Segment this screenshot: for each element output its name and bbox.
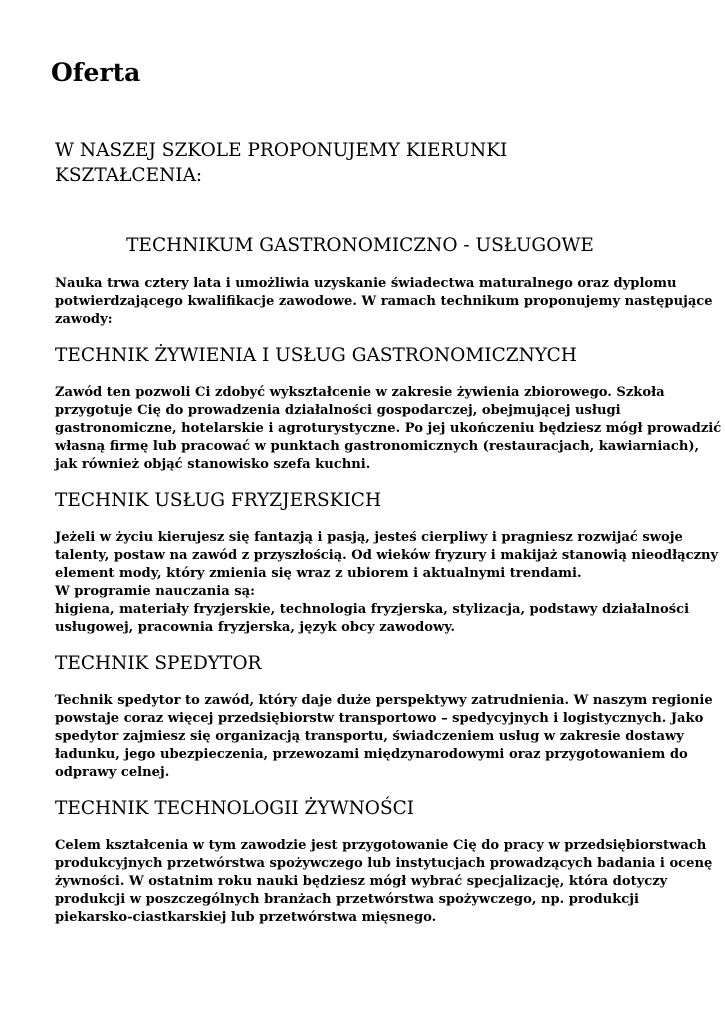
paragraph-line: W programie nauczania są: [55,584,255,599]
section-heading-spedytor: TECHNIK SPEDYTOR [55,653,262,674]
paragraph-line: gastronomiczne, hotelarskie i agroturystyczne. Po jej ukończeniu będziesz mógł prowadzić [55,421,722,436]
paragraph-line: piekarsko-ciastkarskiej lub przetwórstwa mięsnego. [55,910,437,925]
section-paragraph-spedytor [55,692,713,782]
paragraph-line: spedytor zajmiesz się organizacją transportu, świadczeniem usług w zakresie dostawy [55,729,684,744]
section-heading-zywienie: TECHNIK ŻYWIENIA I USŁUG GASTRONOMICZNYCH [55,345,577,366]
section-heading-fryzjer: TECHNIK USŁUG FRYZJERSKICH [55,490,382,511]
section-paragraph-zywienie [55,384,722,474]
paragraph-line: higiena, materiały fryzjerskie, technologia fryzjerska, stylizacja, podstawy działalności [55,602,690,617]
intro-heading-line: KSZTAŁCENIA: [55,165,203,186]
section-paragraph-fryzjer [55,529,719,637]
school-heading: TECHNIKUM GASTRONOMICZNO - USŁUGOWE [126,235,594,256]
paragraph-line: odprawy celnej. [55,765,170,780]
paragraph-line: żywności. W ostatnim roku nauki będziesz mógł wybrać specjalizację, która dotyczy [55,874,668,889]
paragraph-line: Technik spedytor to zawód, który daje duże perspektywy zatrudnienia. W naszym regionie [55,693,713,708]
paragraph-line: Zawód ten pozwoli Ci zdobyć wykształcenie w zakresie żywienia zbiorowego. Szkoła [55,385,665,400]
paragraph-line: własną firmę lub pracować w punktach gastronomicznych (restauracjach, kawiarniach), [55,439,700,454]
paragraph-line: powstaje coraz więcej przedsiębiorstw transportowo – spedycyjnych i logistycznych. Jako [55,711,704,726]
page-title: Oferta [51,58,141,87]
section-paragraph-technologia [55,837,713,927]
paragraph-line: potwierdzającego kwalifikacje zawodowe. W ramach technikum proponujemy następujące [55,294,713,309]
paragraph-line: produkcji w poszczególnych branżach przetwórstwa spożywczego, np. produkcji [55,892,639,907]
paragraph-line: usługowej, pracownia fryzjerska, język obcy zawodowy. [55,620,455,635]
paragraph-line: zawody: [55,312,113,327]
intro-heading-line: W NASZEJ SZKOLE PROPONUJEMY KIERUNKI [55,140,508,161]
paragraph-line: Nauka trwa cztery lata i umożliwia uzyskanie świadectwa maturalnego oraz dyplomu [55,276,677,291]
paragraph-line: jak również objąć stanowisko szefa kuchni. [55,457,371,472]
paragraph-line: produkcyjnych przetwórstwa spożywczego lub instytucjach prowadzących badania i ocenę [55,856,713,871]
section-heading-technologia: TECHNIK TECHNOLOGII ŻYWNOŚCI [55,798,415,819]
paragraph-line: Jeżeli w życiu kierujesz się fantazją i pasją, jesteś cierpliwy i pragniesz rozwijać swoje [55,530,683,545]
paragraph-line: przygotuje Cię do prowadzenia działalności gospodarczej, obejmującej usługi [55,403,621,418]
school-intro-paragraph [55,275,713,329]
paragraph-line: talenty, postaw na zawód z przyszłością. Od wieków fryzury i makijaż stanowią nieodłączny [55,548,719,563]
paragraph-line: element mody, który zmienia się wraz z ubiorem i aktualnymi trendami. [55,566,582,581]
intro-heading [55,138,575,188]
paragraph-line: Celem kształcenia w tym zawodzie jest przygotowanie Cię do pracy w przedsiębiorstwach [55,838,707,853]
paragraph-line: ładunku, jego ubezpieczenia, przewozami międzynarodowymi oraz przygotowaniem do [55,747,688,762]
